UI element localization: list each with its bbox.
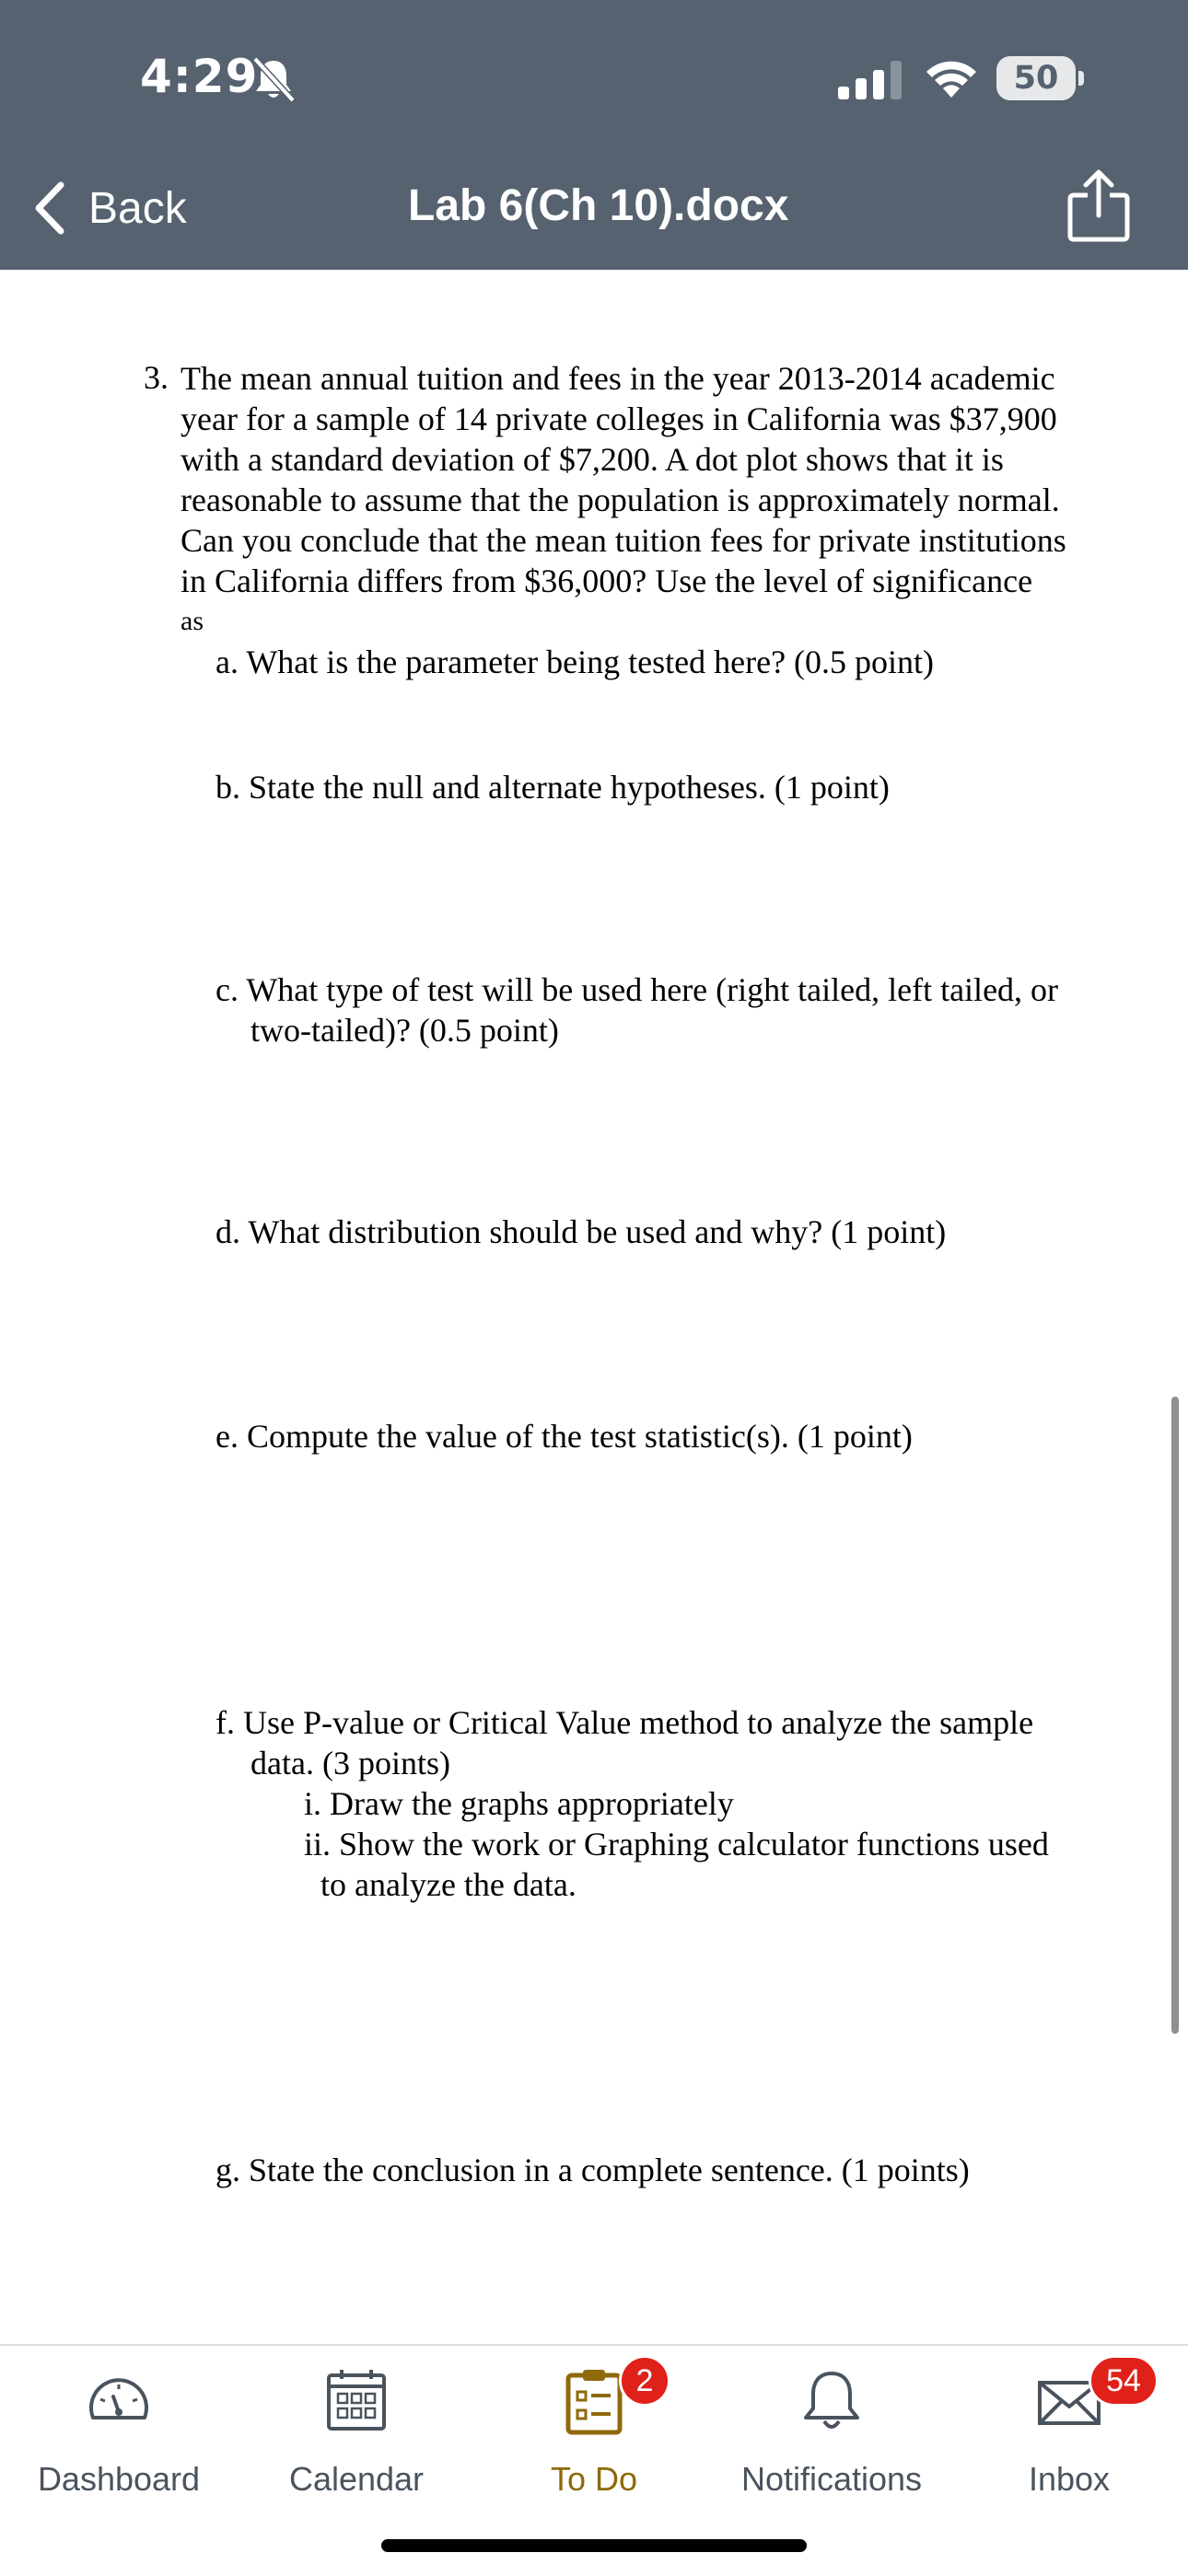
part-c: [215, 969, 1058, 1050]
part-f-ii-line: to analyze the data.: [320, 1866, 577, 1903]
question-line: with a standard deviation of $7,200. A dot plot shows that it is: [181, 441, 1004, 478]
question-text: [181, 358, 1129, 642]
question-line: The mean annual tuition and fees in the year 2013-2014 academic: [181, 360, 1055, 397]
document-content: [0, 270, 1188, 2344]
tab-label: Dashboard: [37, 2460, 201, 2498]
part-f-ii-line: ii. Show the work or Graphing calculator functions used: [304, 1826, 1049, 1862]
back-button[interactable]: [31, 175, 187, 241]
wifi-icon: [926, 57, 977, 99]
dashboard-icon: [82, 2364, 156, 2438]
calendar-icon: [320, 2364, 393, 2438]
signal-icon: [838, 61, 904, 99]
tab-notifications[interactable]: [713, 2364, 950, 2521]
home-indicator[interactable]: [381, 2539, 807, 2552]
tab-label: Calendar: [288, 2460, 425, 2498]
tab-label: Notifications: [740, 2460, 923, 2498]
part-c-line: two-tailed)? (0.5 point): [250, 1012, 559, 1049]
part-f-i: i. Draw the graphs appropriately: [304, 1785, 734, 1822]
tab-calendar[interactable]: [238, 2364, 475, 2521]
part-f: [215, 1702, 1033, 1783]
question-line: reasonable to assume that the population is approximately normal.: [181, 482, 1060, 518]
tab-dashboard[interactable]: [0, 2364, 238, 2521]
scrollbar[interactable]: [1171, 1397, 1179, 2034]
tab-inbox[interactable]: [950, 2364, 1188, 2521]
part-c-line: c. What type of test will be used here (right tailed, left tailed, or: [215, 971, 1059, 1008]
back-label: Back: [88, 183, 187, 233]
tab-todo[interactable]: [475, 2364, 713, 2521]
status-time: 4:29: [140, 50, 259, 103]
battery-icon: [996, 56, 1085, 102]
question-line: year for a sample of 14 private colleges in California was $37,900: [181, 400, 1057, 437]
part-e: e. Compute the value of the test statistic(s). (1 point): [215, 1418, 913, 1455]
part-f-line: data. (3 points): [250, 1745, 450, 1781]
part-f-ii: [304, 1824, 1049, 1905]
part-g: g. State the conclusion in a complete sentence. (1 points): [215, 2152, 970, 2188]
todo-badge: 2: [619, 2355, 670, 2407]
tab-label: To Do: [550, 2460, 638, 2498]
part-a: a. What is the parameter being tested here? (0.5 point): [215, 644, 935, 680]
question-line: Can you conclude that the mean tuition fees for private institutions: [181, 522, 1066, 559]
chevron-left-icon: [31, 180, 68, 237]
tab-label: Inbox: [1028, 2460, 1111, 2498]
battery-level: 50: [1013, 60, 1059, 97]
top-header: [0, 0, 1188, 270]
part-f-line: f. Use P-value or Critical Value method to analyze the sample: [215, 1704, 1034, 1741]
inbox-badge: 54: [1089, 2355, 1159, 2407]
part-b: b. State the null and alternate hypotheses. (1 point): [215, 769, 890, 806]
question-line: in California differs from $36,000? Use the level of significance: [181, 563, 1033, 599]
bell-icon: [795, 2364, 868, 2438]
question-line: as: [181, 606, 204, 636]
part-d: d. What distribution should be used and why? (1 point): [215, 1213, 947, 1250]
question-number: 3.: [144, 359, 169, 396]
document-title: Lab 6(Ch 10).docx: [408, 181, 789, 230]
share-icon[interactable]: [1066, 168, 1131, 243]
bell-slash-icon: [249, 55, 298, 103]
